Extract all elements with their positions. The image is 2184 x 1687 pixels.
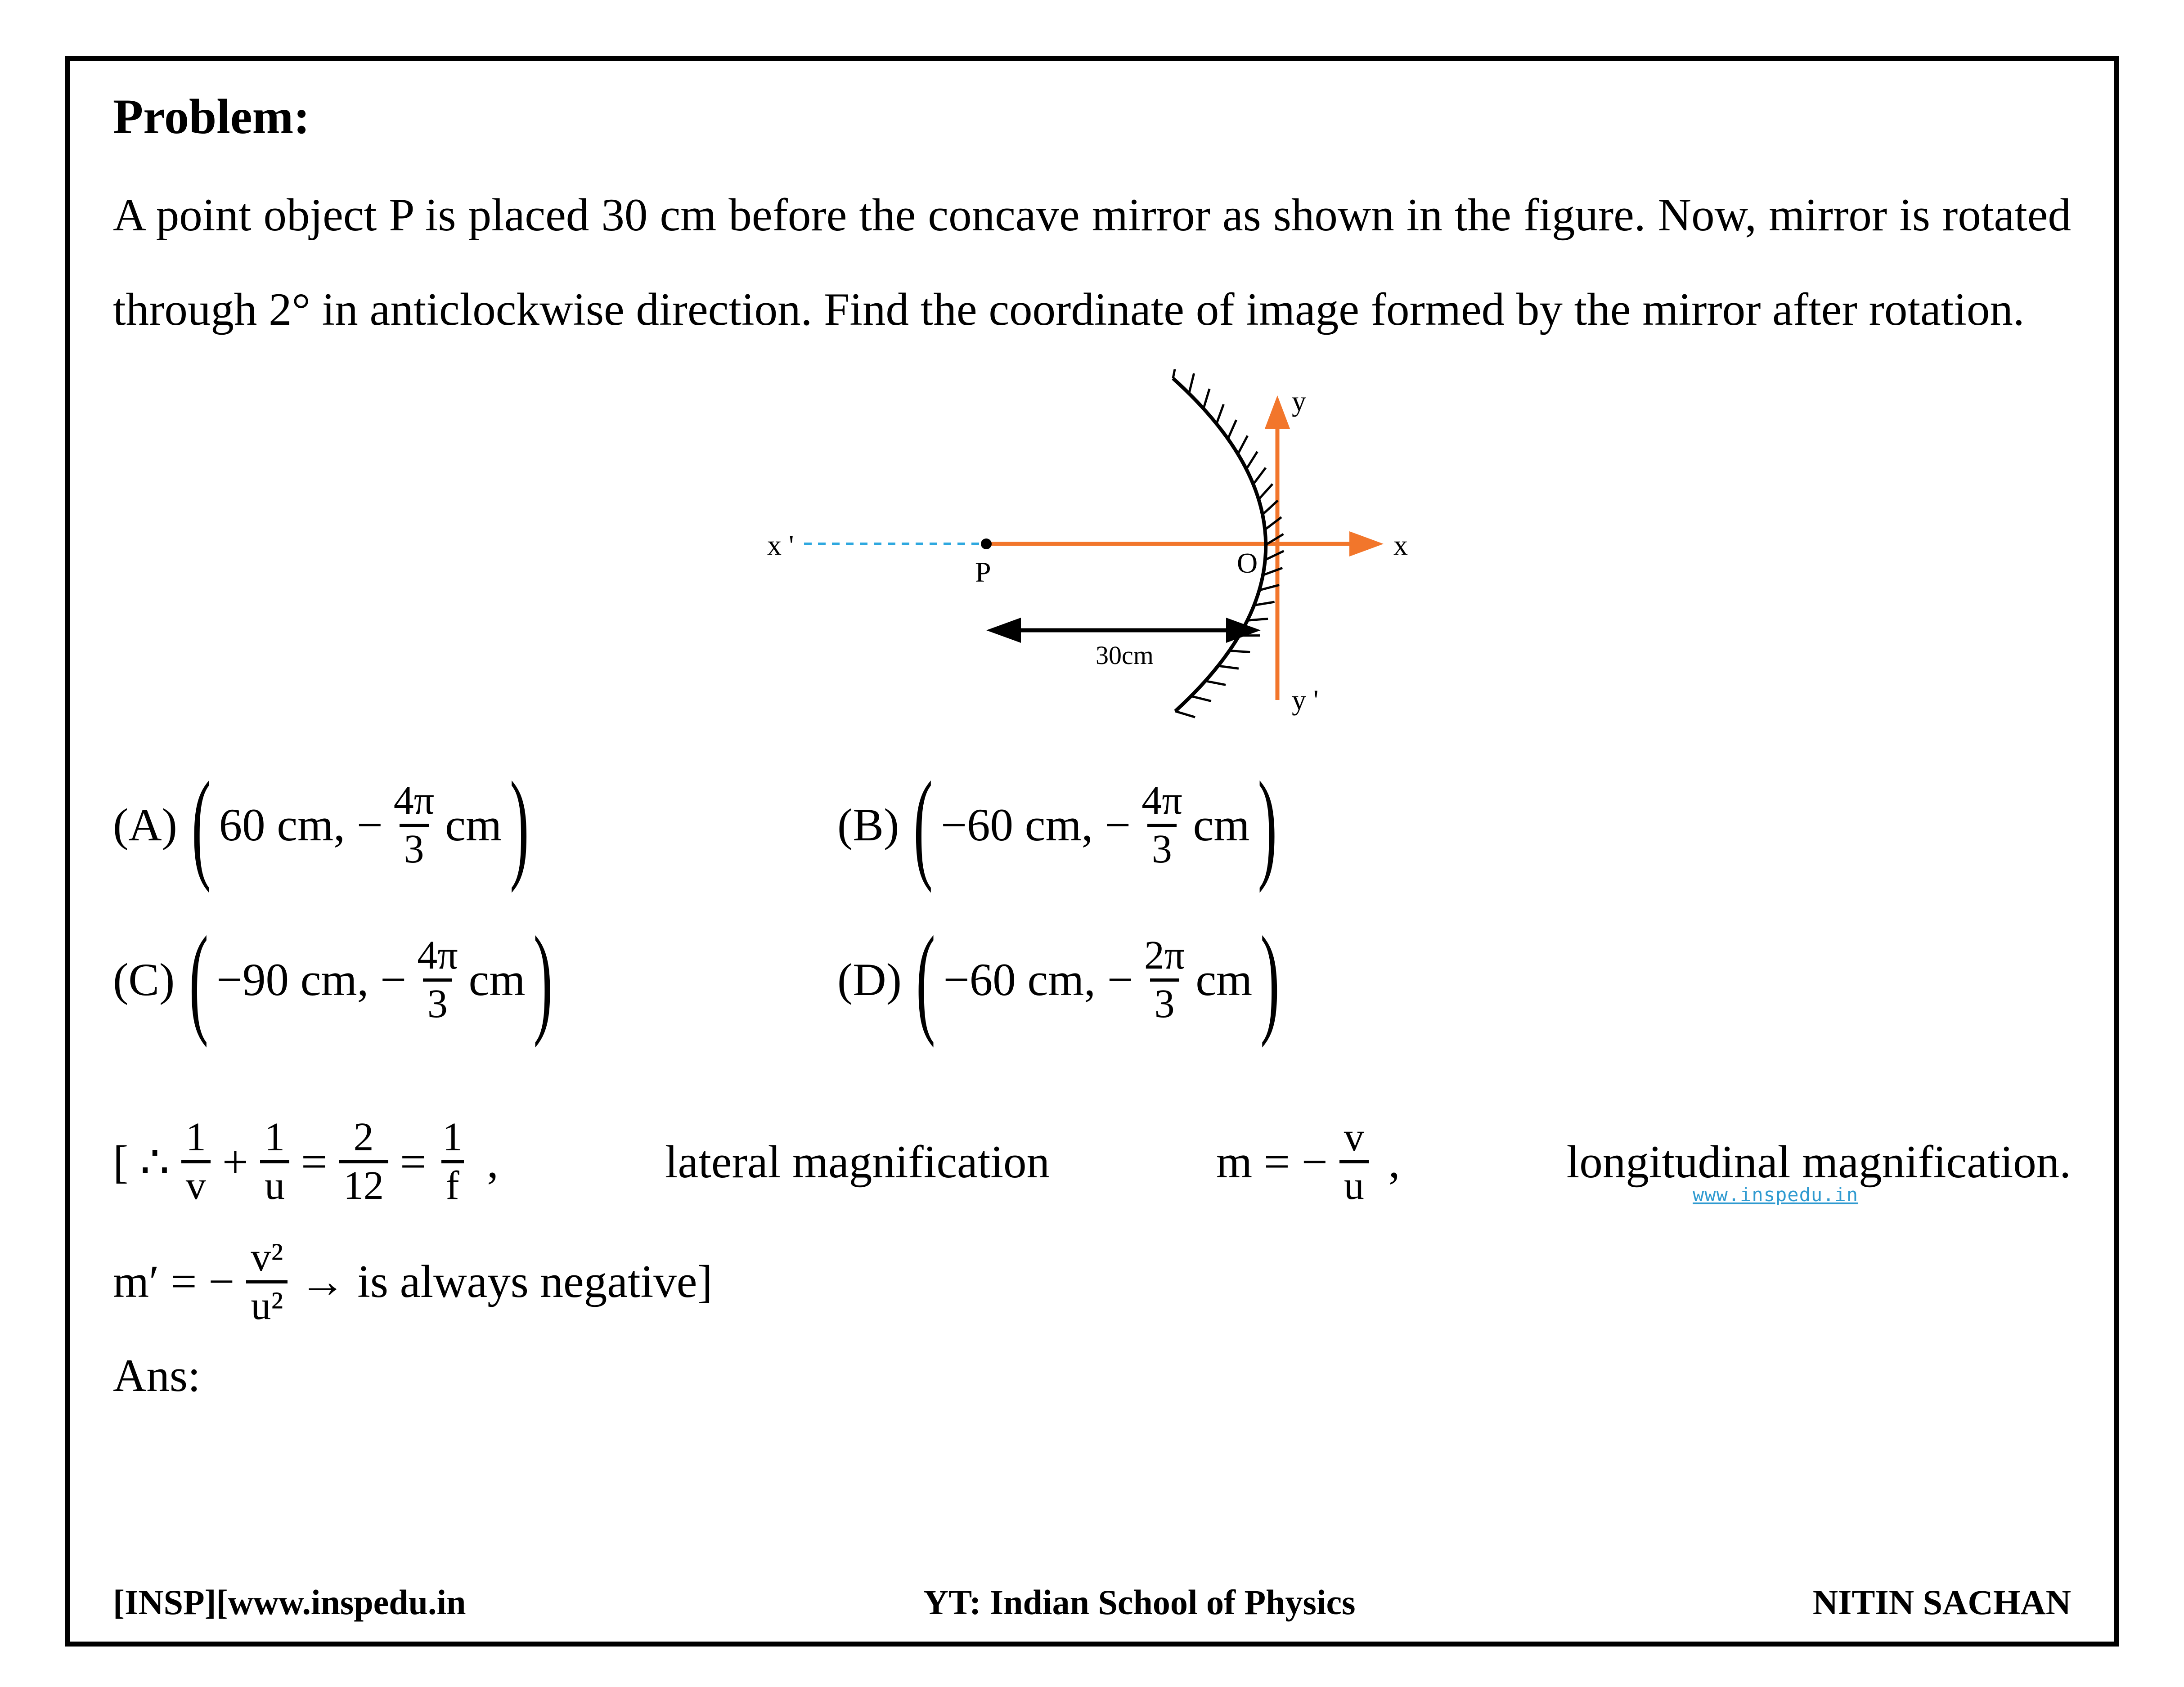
option-a-fraction: $\frac{4\pi}{3}$ <box>393 778 435 871</box>
option-c-fraction: $\frac{4\pi}{3}$ <box>417 933 458 1026</box>
option-d <box>837 906 2071 1054</box>
option-d-coordinate-x: −60 cm, − <box>943 954 1133 1006</box>
y-axis-arrowhead <box>1265 395 1290 429</box>
close-paren: ) <box>1260 911 1280 1048</box>
equals-sign: = <box>400 1136 427 1188</box>
point-P-dot <box>981 538 992 549</box>
open-paren: ( <box>189 911 208 1048</box>
P-label: P <box>975 556 991 588</box>
m-prime-equals-minus: m′ = − <box>113 1256 235 1308</box>
option-a-label: (A) <box>113 799 177 851</box>
fraction-v-over-u: $\frac{v}{u}$ <box>1339 1115 1369 1209</box>
open-paren: ( <box>916 911 935 1048</box>
watermark: www.inspedu.in <box>1693 1184 1859 1206</box>
option-b-coordinate-x: −60 cm, − <box>940 799 1131 851</box>
option-a-coordinate-x: 60 cm, − <box>219 799 383 851</box>
option-d-unit: cm <box>1195 954 1253 1006</box>
x-label: x <box>1393 529 1408 561</box>
document-frame <box>65 56 2119 1647</box>
fraction-1-over-f: $\frac{1}{f}$ <box>438 1115 467 1209</box>
comma: , <box>1388 1136 1400 1188</box>
hint-tail-text: is always negative] <box>357 1256 713 1308</box>
mirror-formula-group <box>113 1115 499 1209</box>
y-prime-label: y ' <box>1292 684 1319 716</box>
option-c <box>113 906 837 1054</box>
distance-arrow-right-head <box>1226 618 1261 643</box>
lateral-magnification-text: lateral magnification <box>665 1136 1050 1188</box>
option-b-fraction: $\frac{4\pi}{3}$ <box>1141 778 1182 871</box>
answer-options <box>113 751 2071 1054</box>
option-b <box>837 751 2071 899</box>
equals-sign: = <box>301 1136 328 1188</box>
option-d-label: (D) <box>837 954 902 1006</box>
arrow-symbol: → <box>299 1256 346 1308</box>
fraction-1-over-v: $\frac{1}{v}$ <box>181 1115 211 1209</box>
open-bracket: [ <box>113 1136 129 1188</box>
close-paren: ) <box>533 911 553 1048</box>
comma: , <box>487 1136 499 1188</box>
concave-mirror-diagram <box>741 369 1443 720</box>
footer-right: NITIN SACHAN <box>1812 1583 2071 1622</box>
fraction-1-over-u: $\frac{1}{u}$ <box>260 1115 289 1209</box>
close-paren: ) <box>1258 756 1277 893</box>
distance-arrow-left-head <box>986 618 1021 643</box>
close-paren: ) <box>510 756 529 893</box>
plus-sign: + <box>222 1136 248 1188</box>
y-label: y <box>1292 385 1306 417</box>
fraction-2-over-12: $\frac{2}{12}$ <box>339 1115 388 1209</box>
option-a-unit: cm <box>445 799 502 851</box>
option-c-coordinate-x: −90 cm, − <box>216 954 407 1006</box>
problem-text: A point object P is placed 30 cm before the concave mirror as shown in the figure. Now, mirror is rotated through 2° in anticlockwise direction. Find the coordinate of image formed by the mirror after rotation. <box>113 189 2071 336</box>
option-b-unit: cm <box>1193 799 1250 851</box>
footer-center: YT: Indian School of Physics <box>923 1583 1356 1622</box>
lateral-magnification-formula <box>1216 1115 1400 1209</box>
option-c-unit: cm <box>468 954 526 1006</box>
footer-left: [INSP][www.inspedu.in <box>113 1583 466 1622</box>
therefore-symbol: ∴ <box>140 1136 170 1188</box>
O-label: O <box>1237 547 1258 579</box>
option-a <box>113 751 837 899</box>
footer <box>113 1582 2071 1623</box>
open-paren: ( <box>913 756 933 893</box>
answer-label: Ans: <box>113 1350 201 1402</box>
hint-line-2 <box>113 1235 2071 1329</box>
option-d-fraction: $\frac{2\pi}{3}$ <box>1144 933 1185 1026</box>
fraction-v2-over-u2: $\frac{\text{v²}}{\text{u²}}$ <box>246 1235 288 1329</box>
m-equals-minus: m = − <box>1216 1136 1328 1188</box>
x-prime-label: x ' <box>767 529 794 561</box>
distance-label: 30cm <box>1096 641 1154 670</box>
longitudinal-magnification-text: longitudinal magnification. <box>1566 1136 2071 1188</box>
option-c-label: (C) <box>113 954 175 1006</box>
open-paren: ( <box>191 756 211 893</box>
x-axis-arrowhead <box>1349 531 1384 556</box>
problem-heading: Problem: <box>113 89 310 144</box>
solution-hint <box>113 1115 2071 1328</box>
option-b-label: (B) <box>837 799 899 851</box>
